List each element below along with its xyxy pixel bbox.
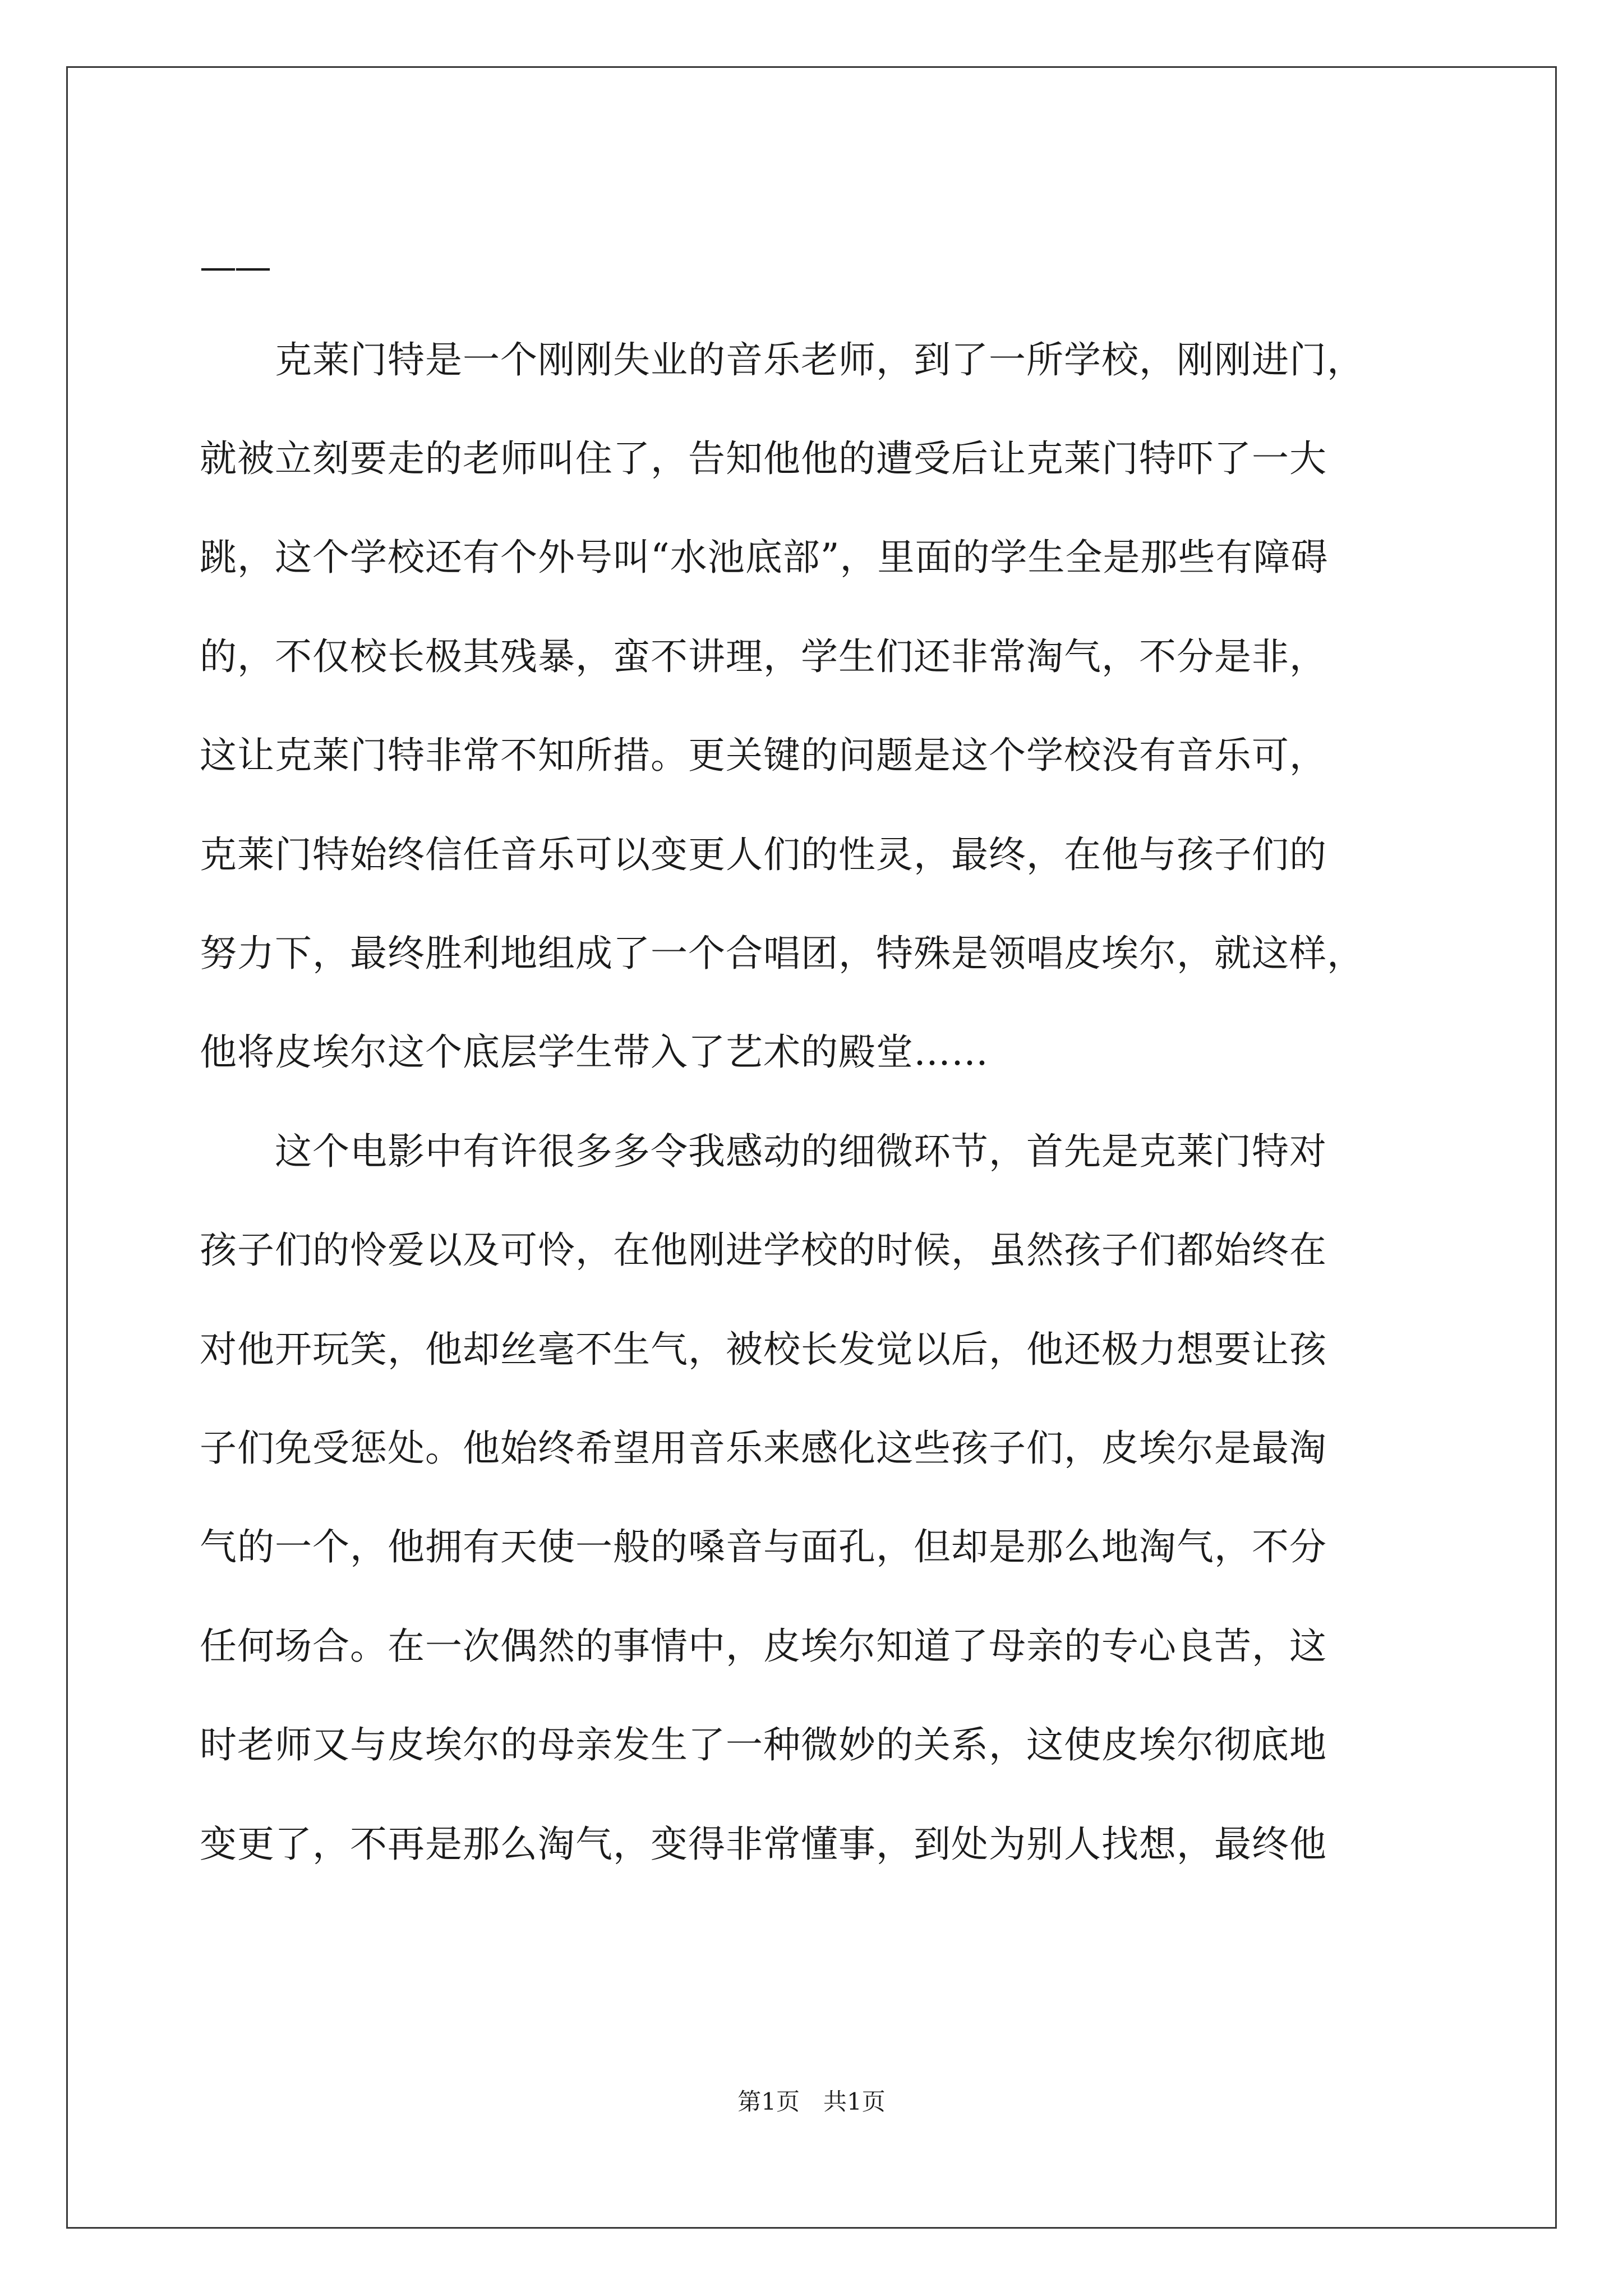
page-footer: 第1页 共1页 <box>737 2088 886 2115</box>
text-line-2: 就被立刻要走的老师叫住了，告知他他的遭受后让克莱门特吓了一大 <box>200 437 1327 480</box>
text-line-15: 时老师又与皮埃尔的母亲发生了一种微妙的关系，这使皮埃尔彻底地 <box>200 1723 1327 1766</box>
text-line-16: 变更了，不再是那么淘气，变得非常懂事，到处为别人找想，最终他 <box>200 1823 1327 1866</box>
text-line-14: 任何场合。在一次偶然的事情中，皮埃尔知道了母亲的专心良苦，这 <box>200 1625 1327 1668</box>
text-line-13: 气的一个，他拥有天使一般的嗓音与面孔，但却是那么地淘气，不分 <box>200 1525 1327 1568</box>
text-line-11: 对他开玩笑，他却丝毫不生气，被校长发觉以后，他还极力想要让孩 <box>200 1328 1327 1371</box>
text-line-6: 克莱门特始终信任音乐可以变更人们的性灵，最终，在他与孩子们的 <box>200 833 1327 876</box>
text-line-8: 他将皮埃尔这个底层学生带入了艺术的殿堂…… <box>200 1030 989 1074</box>
text-line-10: 孩子们的怜爱以及可怜，在他刚进学校的时候，虽然孩子们都始终在 <box>200 1228 1327 1272</box>
text-line-1: 克莱门特是一个刚刚失业的音乐老师，到了一所学校，刚刚进门， <box>200 338 1364 381</box>
text-line-12: 子们免受惩处。他始终希望用音乐来感化这些孩子们，皮埃尔是最淘 <box>200 1427 1327 1470</box>
text-line-9: 这个电影中有许很多多令我感动的细微环节，首先是克莱门特对 <box>200 1130 1327 1173</box>
text-line-3: 跳，这个学校还有个外号叫“水池底部”，里面的学生全是那些有障碍 <box>200 536 1329 579</box>
dash-line: —— <box>200 245 269 288</box>
text-line-4: 的，不仅校长极其残暴，蛮不讲理，学生们还非常淘气，不分是非， <box>200 635 1327 678</box>
text-line-7: 努力下，最终胜利地组成了一个合唱团，特殊是领唱皮埃尔，就这样， <box>200 932 1364 975</box>
text-line-5: 这让克莱门特非常不知所措。更关键的问题是这个学校没有音乐可， <box>200 734 1327 777</box>
